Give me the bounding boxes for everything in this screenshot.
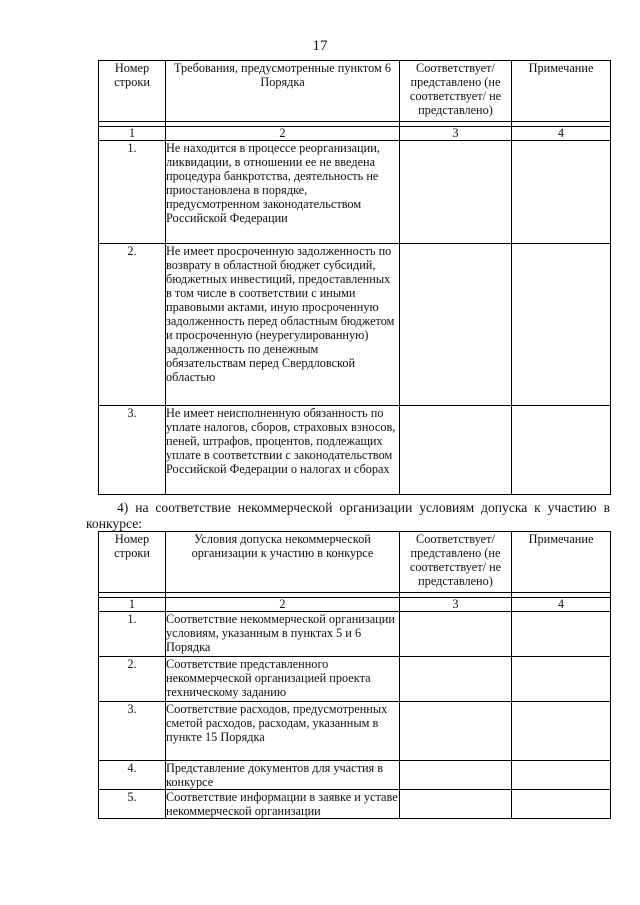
- note-cell: [512, 657, 611, 702]
- note-cell: [512, 244, 611, 406]
- col-number: 4: [512, 598, 611, 612]
- table-header-row: [99, 61, 611, 122]
- note-cell: [512, 761, 611, 790]
- row-text: Соответствие некоммерческой организации условиям, указанным в пунктах 5 и 6 Порядка: [166, 612, 400, 657]
- note-cell: [512, 612, 611, 657]
- header-conditions: Условия допуска некоммерческой организации к участию в конкурсе: [166, 532, 400, 593]
- page-number: 17: [312, 38, 328, 54]
- table-row: [99, 790, 611, 819]
- header-note: Примечание: [512, 61, 611, 122]
- compliance-cell: [400, 244, 512, 406]
- table-row: [99, 244, 611, 406]
- row-text: Не имеет просроченную задолженность по возврату в областной бюджет субсидий, бюджетных инвестиций, предоставленных в том числе в соответствии с иными правовыми актами, иную просроченную задолженность перед областным бюджетом и просроченную (неурегулированную) задолженность по денежным обязательствам перед Свердловской областью: [166, 244, 400, 406]
- column-number-row: [99, 598, 611, 612]
- header-row-number: Номер строки: [99, 61, 166, 122]
- requirements-table: [98, 60, 611, 495]
- admission-conditions-table: [98, 531, 611, 819]
- table-row: [99, 141, 611, 244]
- header-row-number: Номер строки: [99, 532, 166, 593]
- row-number: 2.: [99, 657, 166, 702]
- column-number-row: [99, 127, 611, 141]
- col-number: 4: [512, 127, 611, 141]
- row-number: 1.: [99, 612, 166, 657]
- col-number: 2: [166, 127, 400, 141]
- row-number: 1.: [99, 141, 166, 244]
- row-number: 4.: [99, 761, 166, 790]
- row-number: 5.: [99, 790, 166, 819]
- note-cell: [512, 790, 611, 819]
- table-row: [99, 406, 611, 495]
- compliance-cell: [400, 141, 512, 244]
- col-number: 1: [99, 127, 166, 141]
- table-header-row: [99, 532, 611, 593]
- header-requirements: Требования, предусмотренные пунктом 6 Порядка: [166, 61, 400, 122]
- row-text: Представление документов для участия в конкурсе: [166, 761, 400, 790]
- header-note: Примечание: [512, 532, 611, 593]
- note-cell: [512, 141, 611, 244]
- compliance-cell: [400, 790, 512, 819]
- col-number: 3: [400, 598, 512, 612]
- header-compliance: Соответствует/ представлено (не соответствует/ не представлено): [400, 61, 512, 122]
- table-row: [99, 657, 611, 702]
- compliance-cell: [400, 406, 512, 495]
- section-paragraph: 4) на соответствие некоммерческой организации условиям допуска к участию в конкурсе:: [86, 500, 610, 531]
- row-text: Соответствие информации в заявке и уставе некоммерческой организации: [166, 790, 398, 818]
- row-text: Соответствие расходов, предусмотренных сметой расходов, расходам, указанным в пункте 15 Порядка: [166, 702, 400, 761]
- row-text: Соответствие представленного некоммерческой организацией проекта техническому заданию: [166, 657, 400, 702]
- table-row: [99, 761, 611, 790]
- compliance-cell: [400, 612, 512, 657]
- col-number: 1: [99, 598, 166, 612]
- table-row: [99, 702, 611, 761]
- compliance-cell: [400, 657, 512, 702]
- row-number: 2.: [99, 244, 166, 406]
- note-cell: [512, 406, 611, 495]
- row-text: Не имеет неисполненную обязанность по уплате налогов, сборов, страховых взносов, пеней, штрафов, процентов, подлежащих уплате в соответствии с законодательством Российской Федерации о налогах и сборах: [166, 406, 400, 495]
- row-text: Не находится в процессе реорганизации, ликвидации, в отношении ее не введена процедура банкротства, деятельность не приостановлена в порядке, предусмотренном законодательством Российской Федерации: [166, 141, 400, 244]
- note-cell: [512, 702, 611, 761]
- col-number: 2: [166, 598, 400, 612]
- compliance-cell: [400, 761, 512, 790]
- row-number: 3.: [99, 702, 166, 761]
- col-number: 3: [400, 127, 512, 141]
- compliance-cell: [400, 702, 512, 761]
- row-number: 3.: [99, 406, 166, 495]
- table-row: [99, 612, 611, 657]
- header-compliance: Соответствует/ представлено (не соответствует/ не представлено): [400, 532, 512, 593]
